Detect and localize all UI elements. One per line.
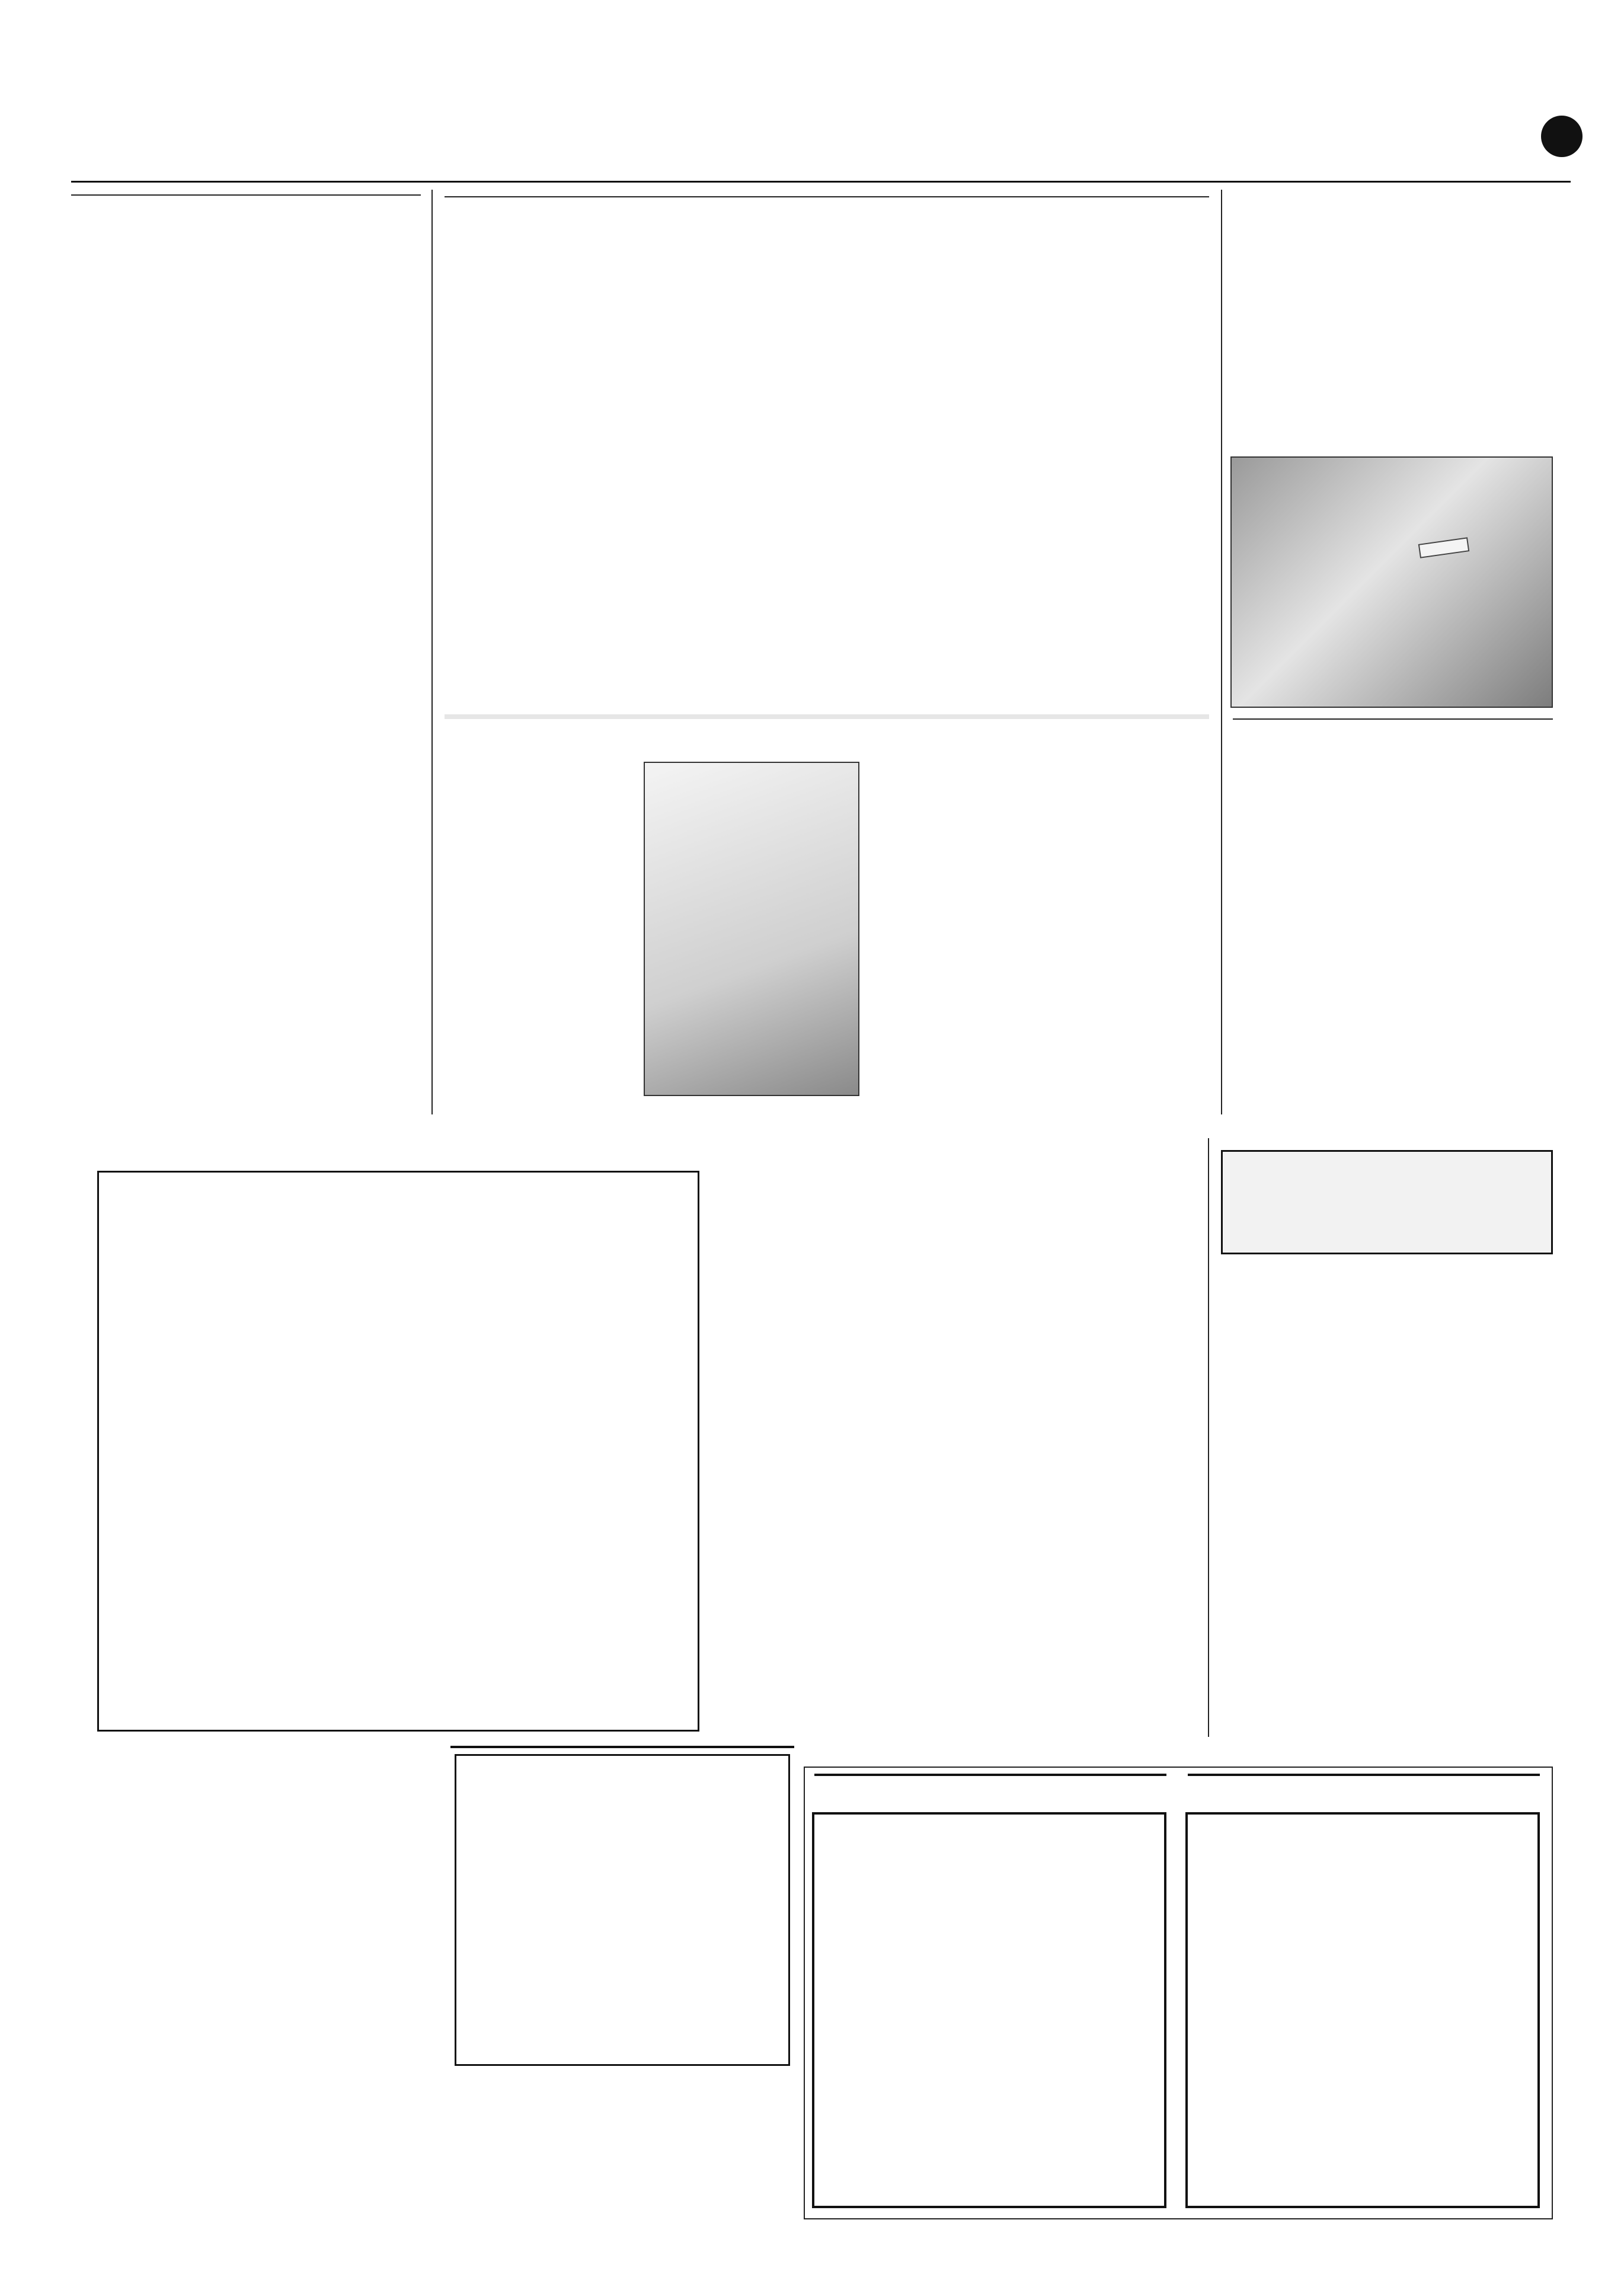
- exam-answer-sheet-photo: [644, 762, 859, 1096]
- previous-crossword-grid: [455, 1754, 790, 2066]
- header-divider: [71, 181, 1571, 183]
- column-rule: [1208, 1138, 1209, 1737]
- crossword-title-wrap: [741, 1233, 794, 1707]
- sudoku-section: [804, 1767, 1553, 2219]
- previous-solution-title: [450, 1746, 794, 1748]
- page-number-badge: [1541, 116, 1583, 157]
- exam-body-right: [877, 762, 1209, 775]
- divider: [71, 194, 421, 196]
- opium-label: [1418, 537, 1470, 558]
- divider: [1233, 718, 1553, 720]
- sudoku-puzzle-grid[interactable]: [812, 1812, 1166, 2208]
- column-rule: [1221, 190, 1222, 1114]
- column-right-lower: [1233, 711, 1553, 727]
- article-embezzler-body: [445, 190, 1209, 191]
- sudoku-solved-title: [1188, 1774, 1540, 1776]
- crossword-grid[interactable]: [97, 1171, 699, 1732]
- masthead: [0, 0, 1624, 184]
- crossword-clues: [71, 1740, 439, 1743]
- exam-body-left: [445, 762, 634, 775]
- article-boat-body: [445, 202, 1209, 204]
- headline-exam-band: [445, 714, 1209, 719]
- sudoku-title: [814, 1774, 1166, 1776]
- divider: [445, 196, 1209, 197]
- crossword-previous: [450, 1740, 794, 2066]
- crossword-row-numbers: [705, 1171, 735, 1728]
- archive-logo: [1221, 1150, 1553, 1254]
- column-left: [71, 190, 421, 200]
- column-center: [445, 190, 1209, 204]
- crossword-section: [71, 1138, 794, 2217]
- column-rule: [431, 190, 433, 1114]
- archive-section: [806, 1138, 1553, 1755]
- sudoku-solved-grid: [1185, 1812, 1540, 2208]
- archive-right-col: [1221, 1138, 1553, 1257]
- article-exam: [445, 714, 1209, 1114]
- opium-photo: [1230, 456, 1553, 708]
- archive-left-col: [806, 1138, 1197, 1141]
- column-right: [1233, 190, 1553, 193]
